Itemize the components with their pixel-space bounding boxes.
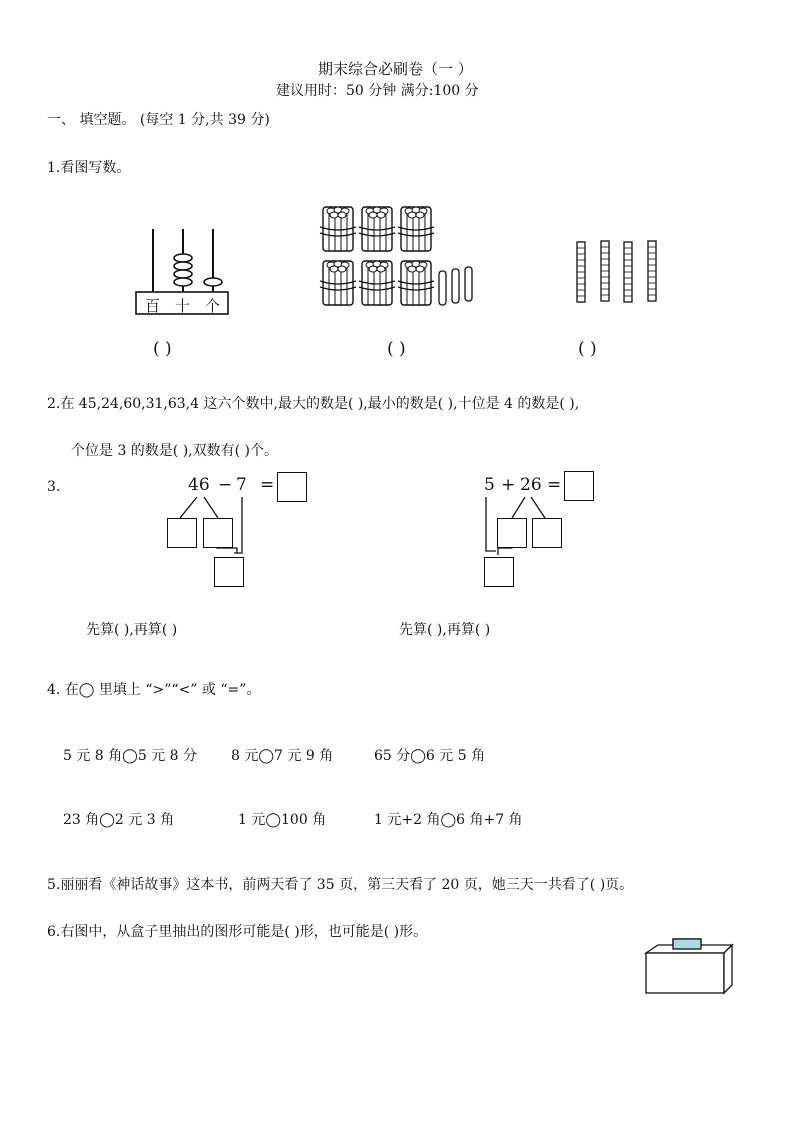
question-5-text: 5.丽丽看《神话故事》这本书，前两天看了 35 页，第三天看了 20 页，她三天一共看了( )页。 bbox=[47, 877, 634, 893]
right-expression-op: + bbox=[501, 475, 516, 495]
question-1-prompt: 1.看图写数。 bbox=[47, 160, 131, 176]
compare-item: 1 元◯100 角 bbox=[238, 812, 327, 828]
page-subtitle: 建议用时：50 分钟 满分:100 分 bbox=[276, 83, 479, 99]
abacus-label-tens: 十 bbox=[175, 297, 191, 315]
answer-blank-rods[interactable]: ( ) bbox=[578, 339, 597, 359]
question-2-line-1: 2.在 45,24,60,31,63,4 这六个数中,最大的数是( ),最小的数是( ),十位是 4 的数是( ), bbox=[47, 396, 580, 412]
ten-rods-figure bbox=[570, 240, 670, 302]
abacus-label-ones: 个 bbox=[205, 297, 221, 315]
right-expression-eq: = bbox=[547, 475, 562, 495]
left-expression-eq: = bbox=[260, 475, 275, 495]
left-result-box[interactable] bbox=[277, 472, 307, 502]
compare-item: 23 角◯2 元 3 角 bbox=[63, 812, 175, 828]
right-steps-text: 先算( ),再算( ) bbox=[399, 622, 491, 638]
left-steps-text: 先算( ),再算( ) bbox=[86, 622, 178, 638]
right-expression-a: 5 bbox=[484, 475, 495, 495]
right-split-box-1[interactable] bbox=[497, 518, 527, 548]
left-expression-op: − bbox=[218, 475, 233, 495]
box-with-card-figure bbox=[640, 935, 740, 1005]
right-expression-b: 26 bbox=[520, 475, 542, 495]
answer-blank-abacus[interactable]: ( ) bbox=[153, 339, 172, 359]
section-heading: 一、 填空题。 (每空 1 分,共 39 分) bbox=[47, 112, 270, 128]
question-3-number: 3. bbox=[47, 479, 61, 495]
question-6-text: 6.右图中，从盒子里抽出的图形可能是( )形，也可能是( )形。 bbox=[47, 924, 428, 940]
compare-item: 1 元+2 角◯6 角+7 角 bbox=[374, 812, 523, 828]
compare-item: 65 分◯6 元 5 角 bbox=[374, 748, 486, 764]
compare-item: 5 元 8 角◯5 元 8 分 bbox=[63, 748, 197, 764]
left-expression-b: 7 bbox=[236, 475, 247, 495]
left-split-box-2[interactable] bbox=[203, 518, 233, 548]
right-step-box[interactable] bbox=[484, 557, 514, 587]
left-expression-a: 46 bbox=[188, 475, 210, 495]
question-4-prompt: 4. 在◯ 里填上 “>”“<” 或 “=”。 bbox=[47, 682, 261, 698]
left-split-box-1[interactable] bbox=[167, 518, 197, 548]
page-title: 期末综合必刷卷（一 ） bbox=[318, 60, 473, 78]
left-step-box[interactable] bbox=[214, 557, 244, 587]
stick-bundles-figure bbox=[318, 205, 488, 315]
abacus-label-hundreds: 百 bbox=[145, 297, 161, 315]
answer-blank-sticks[interactable]: ( ) bbox=[387, 339, 406, 359]
compare-item: 8 元◯7 元 9 角 bbox=[231, 748, 334, 764]
question-2-line-2: 个位是 3 的数是( ),双数有( )个。 bbox=[71, 443, 279, 459]
right-split-box-2[interactable] bbox=[532, 518, 562, 548]
